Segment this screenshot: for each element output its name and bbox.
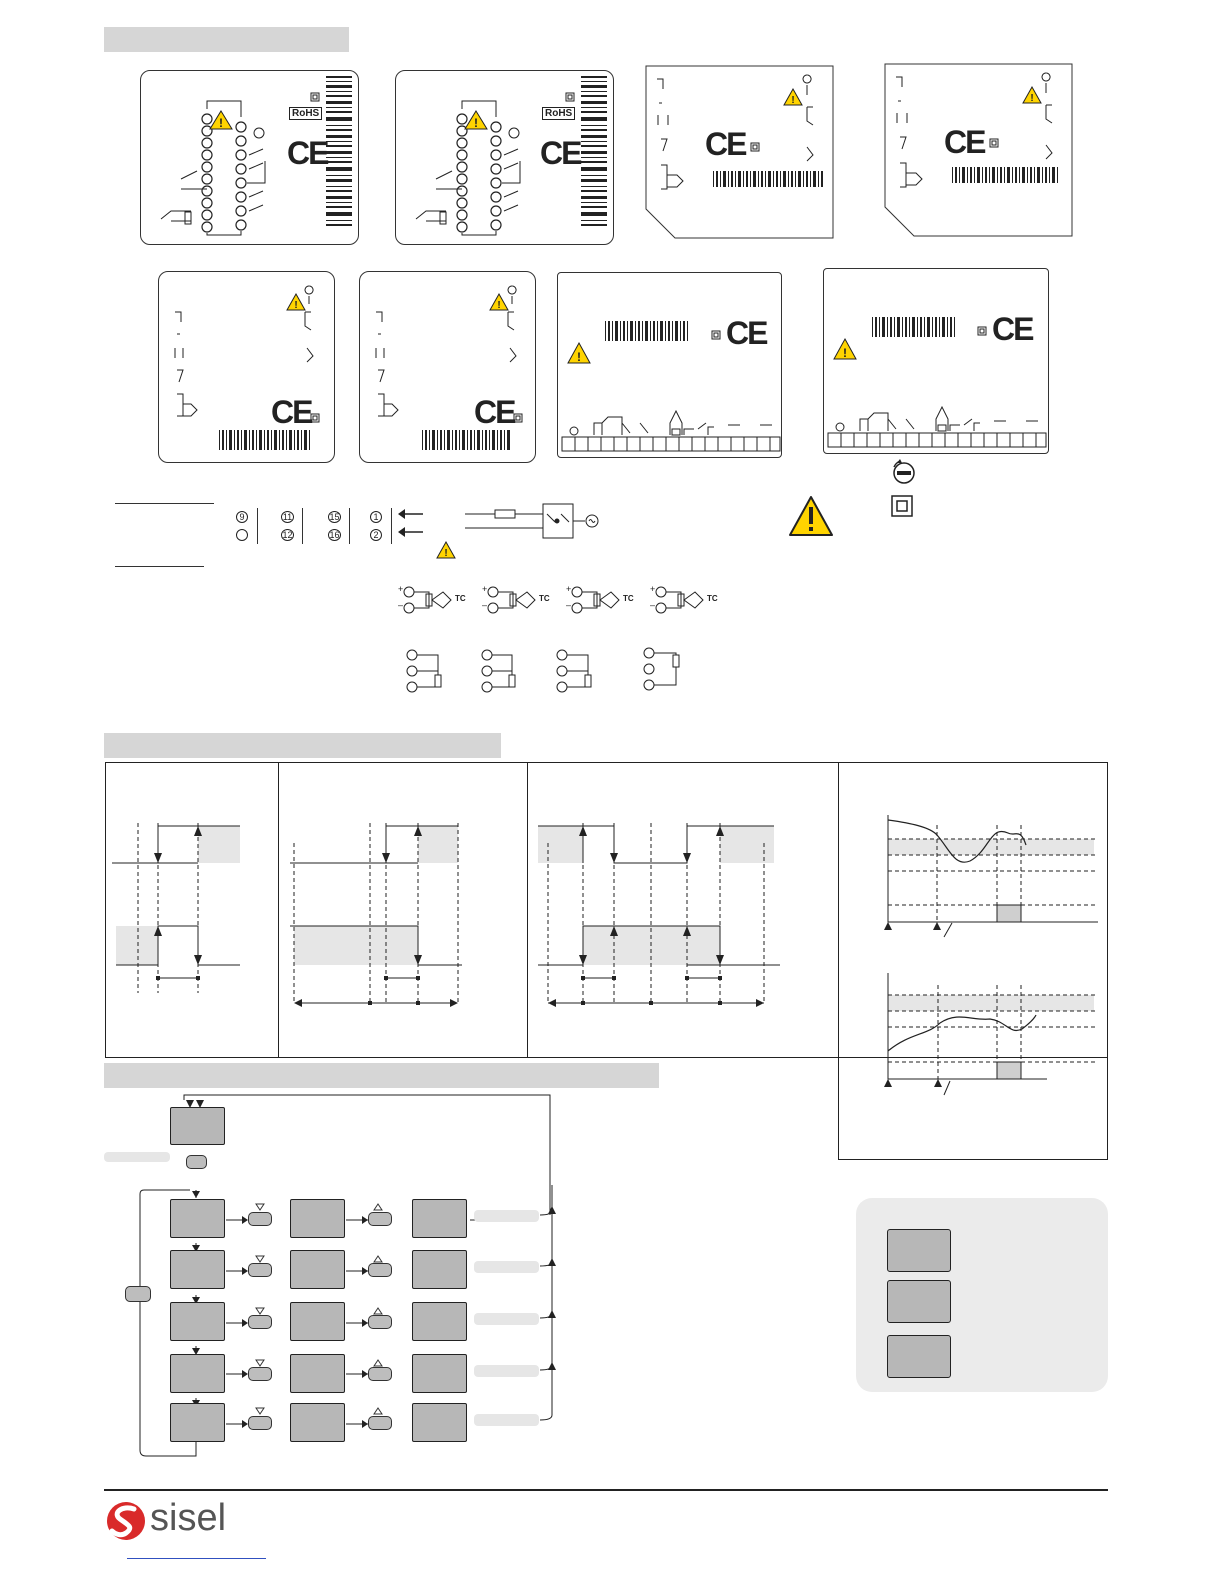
terminal-pair-4 xyxy=(362,508,392,544)
rohs-mark: RoHS xyxy=(542,107,575,120)
terminal-pair-2 xyxy=(273,508,303,544)
tc-label: TC xyxy=(539,594,550,603)
plus-sign: + xyxy=(398,584,404,594)
menu-display xyxy=(170,1302,225,1341)
terminal-number: 11 xyxy=(282,512,293,522)
key-glyphs xyxy=(250,1200,390,1425)
alarm-hysteresis-diagram-1 xyxy=(106,763,278,1057)
ce-mark: CE xyxy=(474,394,515,430)
divider-line xyxy=(115,566,204,567)
device-label-2 xyxy=(395,70,614,245)
svg-text:!: ! xyxy=(219,116,223,130)
svg-text:!: ! xyxy=(474,116,478,130)
menu-display xyxy=(412,1250,467,1289)
brand-name: sisel xyxy=(150,1497,227,1539)
label-placeholder xyxy=(474,1414,539,1426)
minus-sign: – xyxy=(566,600,572,610)
svg-text:!: ! xyxy=(294,300,298,311)
svg-text:!: ! xyxy=(577,350,581,364)
section-header-alarms xyxy=(104,733,501,758)
terminal-number: 1 xyxy=(370,511,382,523)
double-insulation-icon xyxy=(891,495,913,517)
tc-label: TC xyxy=(707,594,718,603)
legend-display xyxy=(887,1335,951,1378)
svg-text:!: ! xyxy=(843,346,847,360)
terminal-empty xyxy=(236,529,248,541)
terminal-pair-3 xyxy=(320,508,350,544)
terminal-number: 9 xyxy=(236,511,248,523)
label-placeholder xyxy=(474,1365,539,1377)
label-placeholder xyxy=(474,1313,539,1325)
main-display xyxy=(170,1107,225,1145)
terminal-number: 2 xyxy=(370,529,382,541)
minus-sign: – xyxy=(398,600,404,610)
rohs-mark: RoHS xyxy=(289,107,322,120)
terminal-number: 12 xyxy=(282,530,293,540)
power-icon xyxy=(254,128,264,138)
warning-triangle-icon xyxy=(788,495,834,537)
label-placeholder xyxy=(104,1152,170,1162)
svg-text:!: ! xyxy=(791,95,795,106)
svg-text:!: ! xyxy=(497,300,501,311)
terminal-number: 16 xyxy=(329,530,340,540)
tc-label: TC xyxy=(623,594,634,603)
menu-display xyxy=(170,1403,225,1442)
alarm-time-graph-2 xyxy=(840,965,1106,1105)
terminal-diagram-2 xyxy=(396,71,615,246)
menu-display xyxy=(412,1302,467,1341)
ce-mark: CE xyxy=(287,135,328,171)
label-placeholder xyxy=(474,1261,539,1273)
minus-sign: – xyxy=(650,600,656,610)
device-label-1 xyxy=(140,70,359,245)
legend-display xyxy=(887,1280,951,1323)
ce-mark: CE xyxy=(705,126,746,162)
website-link[interactable] xyxy=(127,1558,266,1559)
section-header-menu xyxy=(104,1063,659,1088)
label-placeholder xyxy=(474,1210,539,1222)
plus-sign: + xyxy=(482,584,488,594)
device-label-6 xyxy=(359,271,536,463)
menu-display xyxy=(412,1403,467,1442)
plus-sign: + xyxy=(650,584,656,594)
alarm-diagram-divider xyxy=(278,762,279,1058)
power-supply-diagram xyxy=(395,500,610,565)
plus-sign: + xyxy=(566,584,572,594)
key-button[interactable] xyxy=(186,1155,207,1169)
terminal-number: 15 xyxy=(329,512,340,522)
svg-text:!: ! xyxy=(444,548,448,559)
ce-mark: CE xyxy=(271,394,312,430)
device-label-5 xyxy=(158,271,335,463)
menu-display xyxy=(412,1354,467,1393)
menu-display xyxy=(170,1199,225,1238)
thermocouple-wiring-diagram xyxy=(395,580,725,625)
ce-mark: CE xyxy=(726,315,767,351)
footer-rule xyxy=(104,1489,1108,1491)
ce-mark: CE xyxy=(992,311,1033,347)
divider-line xyxy=(115,503,214,504)
rtd-wiring-diagram xyxy=(400,645,690,700)
menu-display xyxy=(412,1199,467,1238)
section-header-connections xyxy=(104,27,349,52)
key-button[interactable] xyxy=(125,1286,151,1302)
legend-display xyxy=(887,1229,951,1272)
svg-text:!: ! xyxy=(1030,93,1034,104)
sisel-logo-icon xyxy=(104,1499,148,1543)
ce-mark: CE xyxy=(944,124,985,160)
menu-display xyxy=(170,1250,225,1289)
device-label-8 xyxy=(823,268,1049,454)
tc-label: TC xyxy=(455,594,466,603)
display-legend-panel xyxy=(856,1198,1108,1392)
ce-mark: CE xyxy=(540,135,581,171)
alarm-hysteresis-diagram-3 xyxy=(530,763,836,1057)
device-label-7 xyxy=(557,272,782,458)
minus-sign: – xyxy=(482,600,488,610)
menu-display xyxy=(170,1354,225,1393)
alarm-hysteresis-diagram-2 xyxy=(280,763,526,1057)
knob-rotate-icon xyxy=(890,459,918,487)
alarm-time-graph-1 xyxy=(840,805,1106,945)
terminal-pair-1 xyxy=(228,508,258,544)
